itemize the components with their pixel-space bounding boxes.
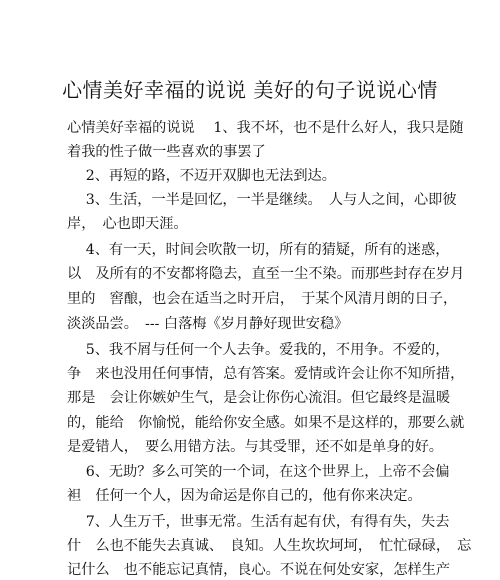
paragraph-line: 着我的性子做一些喜欢的事罢了 (67, 144, 266, 160)
paragraph-line: 袒 任何一个人，因为命运是你自己的，他有你来决定。 (67, 488, 422, 504)
paragraph-line: 什 么也不能失去真诚、 良知。人生坎坎坷坷， 忙忙碌碌， 忘 (67, 538, 472, 554)
paragraph-line: 7、人生万千，世事无常。生活有起有伏，有得有失，失去 (67, 514, 450, 530)
paragraph-line: 6、无助？多么可笑的一个词，在这个世界上，上帝不会偏 (67, 464, 450, 480)
paragraph-line: 岸， 心也即天涯。 (67, 216, 188, 232)
paragraph-line: 心情美好幸福的说说 1、我不坏，也不是什么好人，我只是随 (67, 120, 464, 136)
paragraph-line: 淡淡品尝。 --- 白落梅《岁月静好现世安稳》 (67, 316, 349, 332)
paragraph-line: 争 来也没用任何事情，总有答案。爱情或许会让你不知所措， (67, 366, 465, 382)
paragraph-line: 的，能给 你愉悦，能给你安全感。如果不是这样的，那要么就 (67, 415, 465, 431)
paragraph-line: 记什么 也不能忘记真情，良心。不说在何处安家，怎样生产 (67, 562, 451, 578)
document-title: 心情美好幸福的说说 美好的句子说说心情 (62, 78, 438, 102)
paragraph-line: 5、我不屑与任何一个人去争。爱我的，不用争。不爱的， (67, 342, 450, 358)
paragraph-line: 3、生活，一半是回忆，一半是继续。 人与人之间，心即彼 (67, 192, 457, 208)
paragraph-line: 那是 会让你嫉妒生气，是会让你伤心流泪。但它最终是温暖 (67, 390, 451, 406)
paragraph-line: 4、有一天，时间会吹散一切，所有的猜疑，所有的迷惑， (67, 242, 450, 258)
paragraph-line: 里的 窖酿，也会在适当之时开启， 于某个风清月朗的日子， (67, 291, 458, 307)
paragraph-line: 是爱错人， 要么用错方法。与其受罪，还不如是单身的好。 (67, 439, 443, 455)
paragraph-line: 2、再短的路，不迈开双脚也无法到达。 (67, 168, 336, 184)
paragraph-line: 以 及所有的不安都将隐去，直至一尘不染。而那些封存在岁月 (67, 266, 465, 282)
